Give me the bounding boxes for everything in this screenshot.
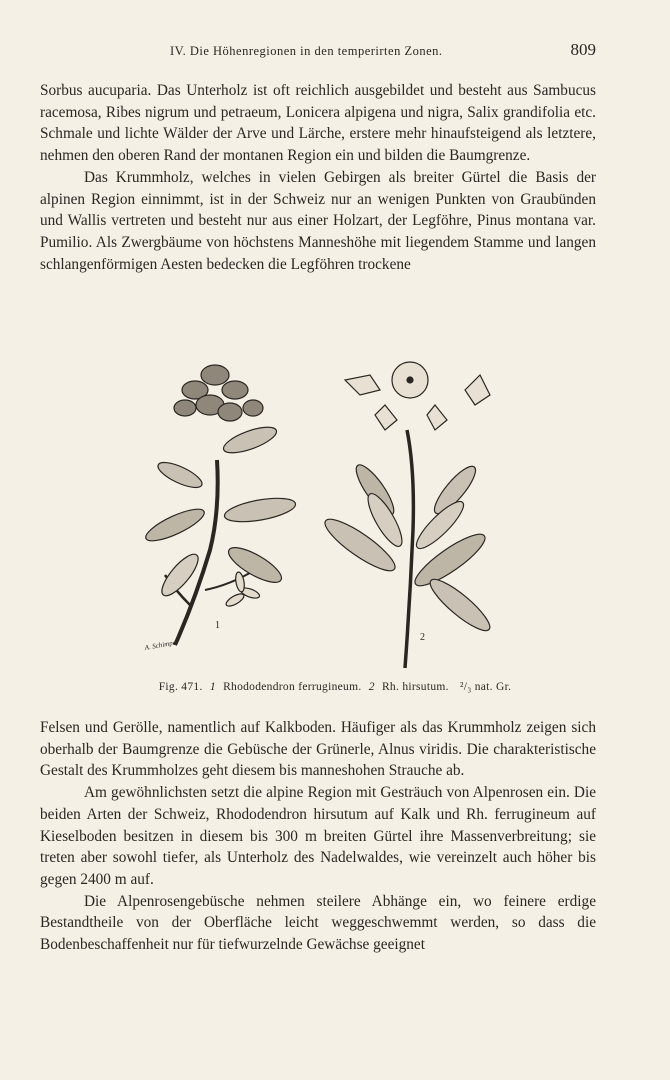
page-number: 809 [570, 40, 596, 59]
figure-caption [0, 681, 670, 693]
paragraph: Die Alpenrosengebüsche nehmen steilere Abhänge ein, wo feinere erdige Bestandtheile von der Oberfläche leicht weggeschwemmt werden, so dass die Bodenbeschaffenheit nur für tiefwurzelnde Gewächse geeignet [40, 892, 596, 954]
paragraph: Das Krummholz, welches in vielen Gebirgen als breiter Gürtel die Basis der alpinen Region einnimmt, ist in der Schweiz nur an wenigen Punkten von Graubünden und Wallis vertreten und besteht nur aus einer Holzart, der Legföhre, Pinus montana var. Pumilio. Als Zwergbäume von höchstens Manneshöhe mit liegendem Stamme und langen schlangenförmigen Aesten bedecken die Legföhren trockene [40, 168, 596, 273]
figure-illustration [135, 350, 515, 675]
caption-number-1: 1 [209, 681, 216, 693]
caption-number-2: 2 [368, 681, 375, 693]
stem-2 [405, 430, 413, 668]
caption-fig-number: Fig. 471. [158, 681, 203, 693]
text-block-bottom [40, 717, 596, 956]
paragraph: Felsen und Gerölle, namentlich auf Kalkboden. Häufiger als das Krummholz zeigen sich oberhalb der Baumgrenze die Gebüsche der Grünerle, Alnus viridis. Die charakteristische Gestalt des Krummholzes geht diesem bis manneshohen Strauche ab. [40, 719, 596, 780]
paragraph: Am gewöhnlichsten setzt die alpine Region mit Gesträuch von Alpenrosen ein. Die beiden Arten der Schweiz, Rhododendron hirsutum auf Kalk und Rh. ferrugineum auf Kieselboden besitzen in diesem bis 300 m breiten Gürtel ihre Massenverbreitung; sie treten aber sowohl tiefer, als Unterholz des Nadelwaldes, wie vereinzelt auch höher bis gegen 2400 m auf. [40, 784, 596, 888]
figure-label-1: 1 [215, 620, 220, 631]
caption-scale: ²/₃ nat. Gr. [459, 681, 512, 693]
artist-signature: A. Schimper [143, 638, 180, 652]
paragraph: Sorbus aucuparia. Das Unterholz ist oft reichlich ausgebildet und besteht aus Sambucus racemosa, Ribes nigrum und petraeum, Lonicera alpigena und nigra, Salix grandifolia etc. Schmale und lichte Wälder der Arve und Lärche, erstere mehr hinaufsteigend als letztere, nehmen den oberen Rand der montanen Region ein und bilden die Baumgrenze. [40, 82, 596, 165]
caption-species-1: Rhododendron ferrugineum. [223, 681, 362, 693]
running-head: IV. Die Höhenregionen in den temperirten Zonen. [170, 44, 443, 58]
figure-label-2: 2 [420, 632, 425, 643]
rhododendron-illustration [135, 350, 515, 675]
page-header [40, 40, 596, 62]
text-block-top [40, 80, 596, 275]
caption-species-2: Rh. hirsutum. [381, 681, 449, 693]
